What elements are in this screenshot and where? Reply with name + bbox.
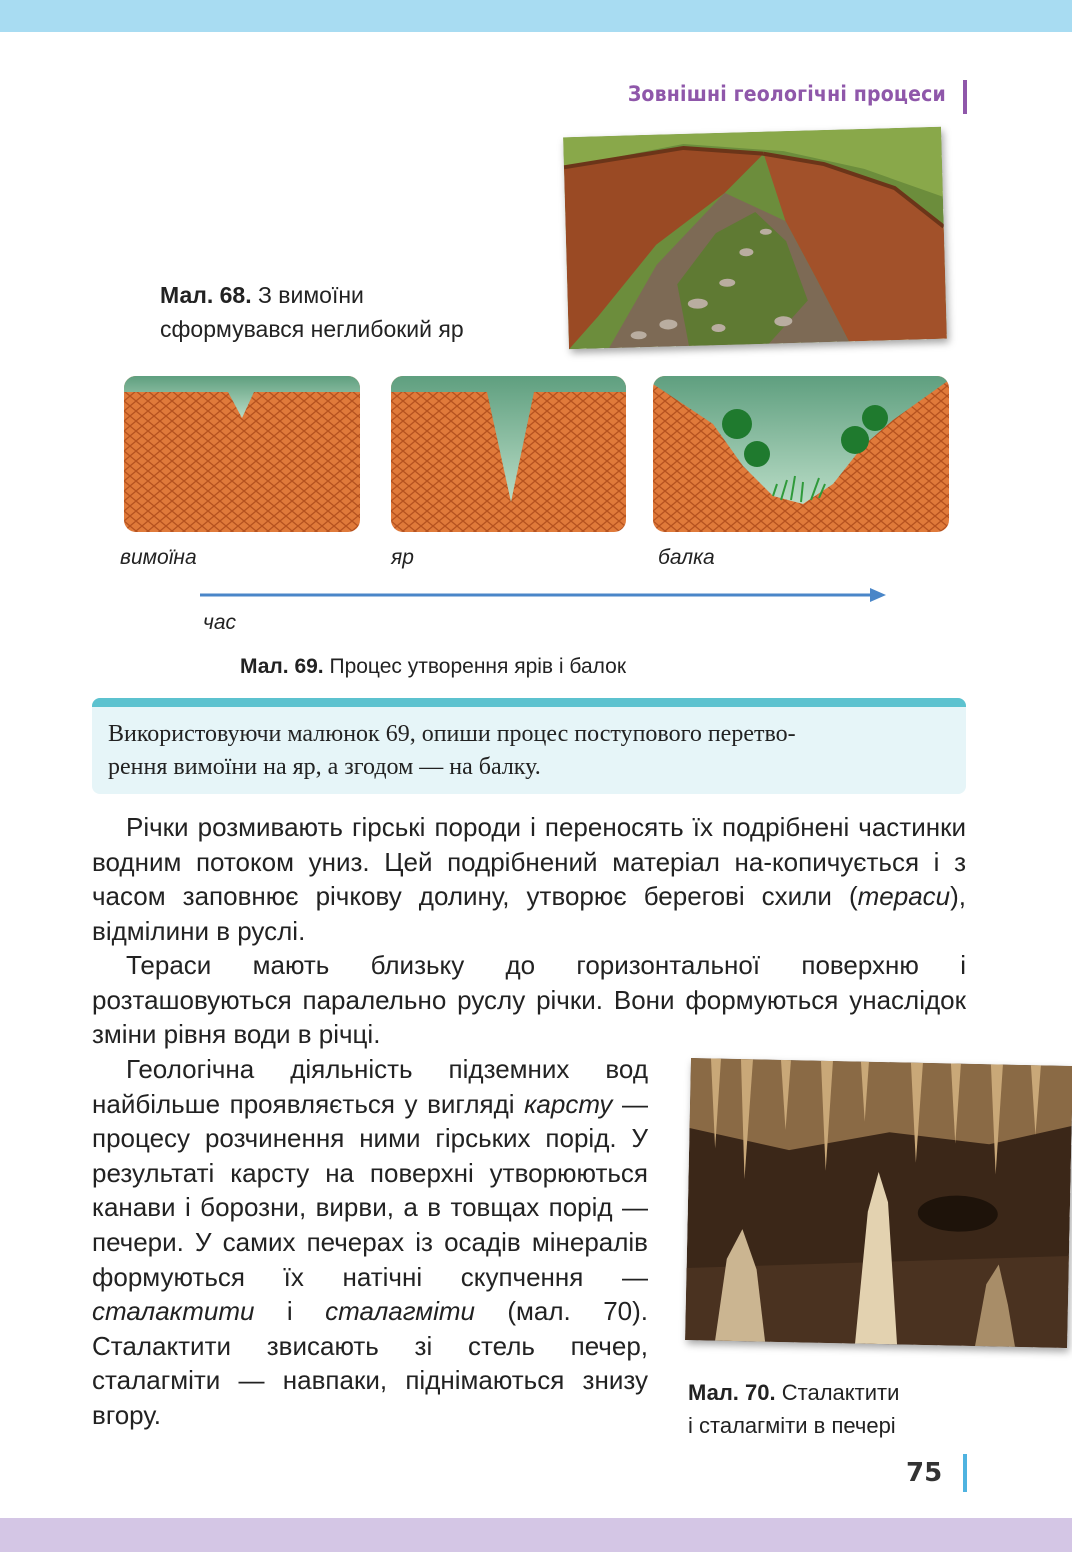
stage-diagram-balka [653, 376, 949, 532]
paragraph-karst-text1: Геологічна діяльність підземних вод найбільше проявляється у вигляді [92, 1054, 648, 1119]
paragraph-rivers-text2: ), відмілини в руслі. [92, 881, 966, 946]
figure-68-label: Мал. 68. [160, 282, 252, 308]
task-text [108, 718, 950, 784]
term-terasy: тераси [857, 881, 951, 912]
figure-69-caption-text: Процес утворення ярів і балок [329, 655, 627, 678]
stage-label-balka: балка [658, 546, 715, 569]
time-label: час [203, 611, 237, 634]
paragraph-terraces-text: Тераси мають близьку до горизонтальної поверхню і розташовуються паралельно руслу річки. Вони формуються унаслідок зміни рівня води в річці. [92, 950, 966, 1050]
paragraph-karst-text4: (мал. 70). Сталактити звисають зі стель печер, сталагміти — навпаки, піднімаються знизу вгору. [92, 1296, 648, 1430]
stage-label-vymoina: вимоїна [120, 546, 197, 569]
figure-70-label: Мал. 70. [688, 1380, 776, 1405]
page-number-bar [963, 1454, 967, 1492]
figure-69-label: Мал. 69. [240, 655, 324, 678]
figure-68-caption-line2: сформувався неглибокий яр [160, 316, 464, 342]
task-box-topline [92, 698, 966, 707]
page-number: 75 [906, 1458, 943, 1488]
term-karst: карсту [524, 1088, 613, 1119]
paragraph-karst-text2: — процесу розчинення ними гірських порід. У результаті карсту на поверхні утворюються канави і борозни, вирви, а в товщах порід — печери. У самих печерах із осадів мінералів формуються їх натічні скупчення — [92, 1088, 648, 1292]
task-text-line1: Використовуючи малюнок 69, опиши процес поступового перетво- [108, 721, 796, 747]
figure-70-caption-line2: і сталагміти в печері [688, 1413, 896, 1438]
term-stalaktyty: сталактити [92, 1296, 255, 1327]
stage-label-yar: яр [391, 546, 414, 569]
running-head-title: Зовнішні геологічні процеси [627, 82, 946, 106]
figure-69-caption [240, 650, 626, 684]
paragraph-karst-text3: і [254, 1296, 326, 1327]
figure-70-caption [688, 1376, 988, 1442]
task-text-line2: рення вимоїни на яр, а згодом — на балку. [108, 754, 541, 780]
stage-diagram-yar [391, 376, 626, 532]
paragraph-rivers [92, 810, 966, 948]
paragraph-terraces [92, 948, 966, 1052]
time-arrow [200, 586, 888, 604]
task-box [92, 698, 966, 794]
bottom-color-band [0, 1518, 1072, 1552]
running-head-bar [963, 80, 967, 114]
term-stalahmity: сталагміти [325, 1296, 475, 1327]
figure-70-caption-line1: Сталактити [781, 1380, 900, 1405]
top-color-band [0, 0, 1072, 32]
paragraph-karst [92, 1052, 648, 1433]
paragraph-rivers-text1: Річки розмивають гірські породи і переносять їх подрібнені частинки водним потоком униз. Цей подрібнений матеріал на-копичується і з часом заповнює річкову долину, утворює берегові схили ( [92, 812, 966, 912]
figure-68-caption [160, 278, 540, 346]
figure-68-caption-line1: З вимоїни [258, 282, 364, 308]
stage-diagram-vymoina [124, 376, 360, 532]
gully-photo [563, 127, 947, 349]
cave-photo [685, 1058, 1072, 1348]
